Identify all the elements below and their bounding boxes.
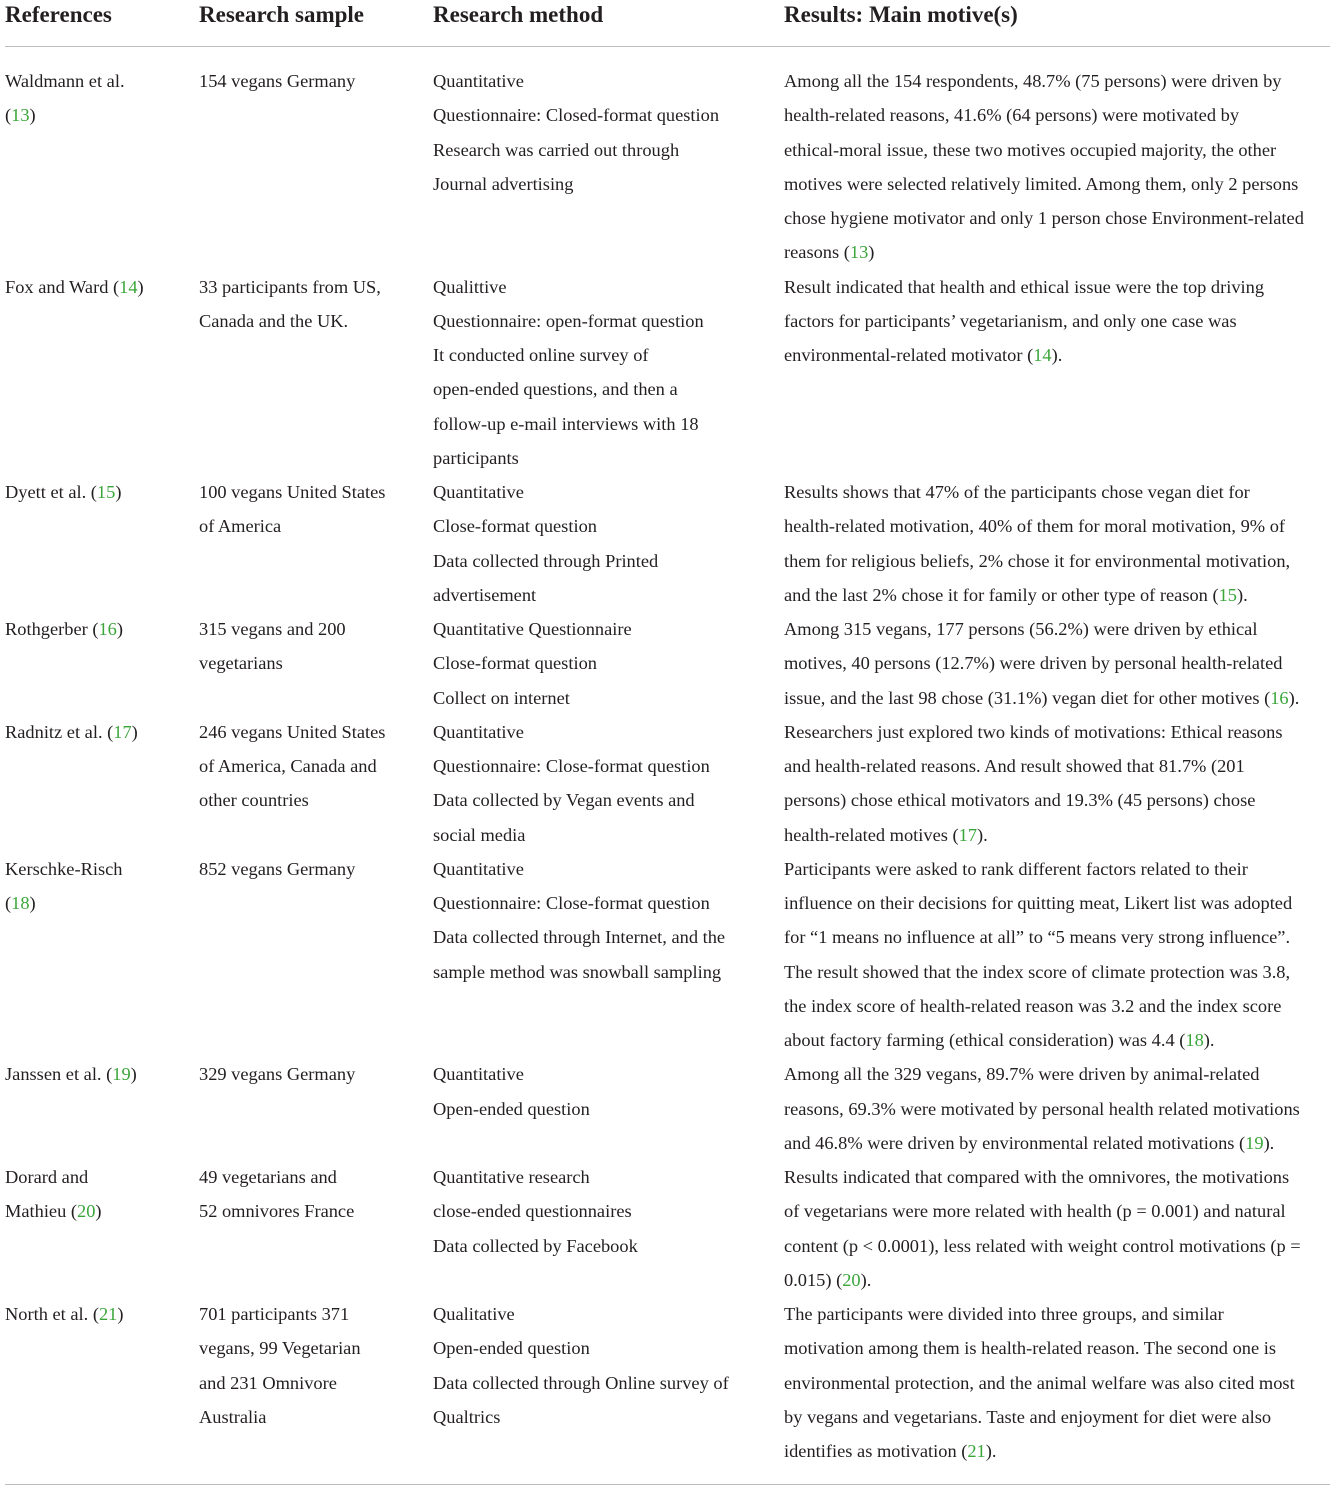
cell-line: Quantitative Questionnaire <box>433 619 632 639</box>
table-row <box>5 1297 1330 1485</box>
citation-link[interactable]: 17 <box>958 824 978 845</box>
cell-line: other countries <box>199 790 309 811</box>
cell-line: It conducted online survey of <box>433 345 649 365</box>
cell-line <box>784 783 1330 817</box>
cell-line <box>5 64 199 98</box>
cell-line <box>784 1434 1330 1468</box>
reference-cell <box>5 270 199 476</box>
citation-link[interactable]: 15 <box>96 482 116 502</box>
cell-line: 315 vegans and 200 <box>199 619 346 639</box>
cell-text: them for religious beliefs, 2% chose it for environmental motivation, <box>784 550 1291 571</box>
results-cell <box>784 1160 1330 1297</box>
cell-line <box>784 270 1330 304</box>
cell-line <box>5 98 199 132</box>
cell-line: 100 vegans United States <box>199 482 386 502</box>
results-cell <box>784 270 1330 476</box>
cell-line <box>5 1297 199 1331</box>
method-cell <box>433 475 784 612</box>
cell-line: Questionnaire: open-format question <box>433 310 704 331</box>
cell-line: vegans, 99 Vegetarian <box>199 1338 361 1359</box>
cell-line <box>784 1400 1330 1434</box>
cell-line <box>784 509 1330 543</box>
cell-text: ( <box>5 105 12 126</box>
sample-cell <box>199 47 433 270</box>
citation-link[interactable]: 13 <box>11 105 30 126</box>
cell-line <box>784 338 1330 372</box>
cell-text: Kerschke-Risch <box>5 858 123 879</box>
cell-line: Canada and the UK. <box>199 310 349 331</box>
citation-link[interactable]: 14 <box>1033 345 1052 365</box>
cell-line <box>784 715 1330 749</box>
cell-text: health-related motivation, 40% of them for moral motivation, 9% of <box>784 516 1286 537</box>
cell-line <box>5 886 199 920</box>
method-cell <box>433 47 784 270</box>
cell-line: Data collected by Facebook <box>433 1235 638 1256</box>
cell-line <box>784 304 1330 338</box>
cell-line <box>784 1366 1330 1400</box>
cell-line <box>784 989 1330 1023</box>
cell-line: 33 participants from US, <box>199 276 381 297</box>
cell-line: Collect on internet <box>433 687 570 708</box>
cell-line: Open-ended question <box>433 1098 590 1119</box>
cell-line <box>5 475 199 509</box>
table-row <box>5 475 1330 612</box>
cell-line <box>784 646 1330 680</box>
cell-text: ) <box>116 619 123 639</box>
citation-link[interactable]: 19 <box>1245 1132 1264 1153</box>
cell-text: The result showed that the index score of climate protection was 3.8, <box>784 961 1291 982</box>
cell-text: and the last 2% chose it for family or other type of reason ( <box>784 584 1219 605</box>
cell-line: vegetarians <box>199 653 283 674</box>
cell-text: Result indicated that health and ethical issue were the top driving <box>784 276 1265 297</box>
header-results: Results: Main motive(s) <box>784 0 1330 47</box>
cell-line <box>784 920 1330 954</box>
cell-text: ) <box>117 1304 124 1324</box>
cell-line <box>784 749 1330 783</box>
citation-link[interactable]: 18 <box>11 893 30 913</box>
cell-text: ) <box>29 105 36 126</box>
cell-text: issue, and the last 98 chose (31.1%) vegan diet for other motives ( <box>784 687 1271 708</box>
cell-text: environmental-related motivator ( <box>784 345 1034 365</box>
cell-text: North et al. ( <box>5 1304 99 1324</box>
cell-line <box>5 1057 199 1091</box>
cell-text: ). <box>985 1441 997 1461</box>
cell-line <box>784 578 1330 612</box>
cell-line: Journal advertising <box>433 173 574 194</box>
header-research-method: Research method <box>433 0 784 47</box>
cell-line <box>784 1126 1330 1160</box>
cell-text: health-related motives ( <box>784 824 959 845</box>
cell-line <box>784 235 1330 269</box>
cell-line <box>5 1160 199 1194</box>
cell-line: Quantitative <box>433 1064 524 1085</box>
cell-text: ) <box>868 242 875 263</box>
citation-link[interactable]: 20 <box>842 1269 861 1290</box>
cell-line <box>784 818 1330 852</box>
results-cell <box>784 475 1330 612</box>
table-row <box>5 270 1330 476</box>
results-cell <box>784 47 1330 270</box>
header-research-sample: Research sample <box>199 0 433 47</box>
cell-text: Dyett et al. ( <box>5 482 97 502</box>
cell-line <box>5 612 199 646</box>
citation-link[interactable]: 14 <box>119 276 138 297</box>
cell-text: ). <box>1051 345 1063 365</box>
cell-text: ) <box>115 482 122 502</box>
cell-text: about factory farming (ethical consideration) was 4.4 ( <box>784 1030 1186 1050</box>
table-row <box>5 47 1330 270</box>
cell-line <box>784 1229 1330 1263</box>
cell-line: Questionnaire: Closed-format question <box>433 105 720 126</box>
cell-text: ( <box>5 893 12 913</box>
cell-line: 701 participants 371 <box>199 1304 350 1324</box>
results-cell <box>784 612 1330 715</box>
sample-cell <box>199 1297 433 1485</box>
cell-line: Australia <box>199 1406 267 1427</box>
table-row <box>5 1160 1330 1297</box>
cell-line <box>784 1057 1330 1091</box>
cell-text: ). <box>1237 584 1248 605</box>
cell-text: Results indicated that compared with the omnivores, the motivations <box>784 1167 1290 1187</box>
cell-text: 0.015) ( <box>784 1269 843 1290</box>
citation-link[interactable]: 16 <box>1270 687 1289 708</box>
citation-link[interactable]: 21 <box>967 1441 986 1461</box>
cell-text: ) <box>137 276 144 297</box>
cell-line <box>784 1263 1330 1297</box>
cell-line: 49 vegetarians and <box>199 1167 337 1187</box>
cell-line: and 231 Omnivore <box>199 1372 337 1393</box>
cell-line: of America <box>199 516 282 537</box>
sample-cell <box>199 715 433 852</box>
cell-line: Quantitative <box>433 71 524 91</box>
cell-line <box>784 1194 1330 1228</box>
cell-text: Among all the 154 respondents, 48.7% (75 persons) were driven by <box>784 71 1282 91</box>
cell-text: environmental protection, and the animal welfare was also cited most <box>784 1372 1295 1393</box>
table-row <box>5 715 1330 852</box>
cell-line: Quantitative <box>433 858 524 879</box>
cell-text: Radnitz et al. ( <box>5 721 114 742</box>
cell-text: Fox and Ward ( <box>5 276 120 297</box>
cell-line <box>784 681 1330 715</box>
table-body <box>5 47 1330 1485</box>
method-cell <box>433 1160 784 1297</box>
results-cell <box>784 852 1330 1058</box>
cell-line: Data collected through Printed <box>433 550 659 571</box>
cell-text: and 46.8% were driven by environmental related motivations ( <box>784 1132 1246 1153</box>
sample-cell <box>199 475 433 612</box>
cell-line: 246 vegans United States <box>199 721 386 742</box>
citation-link[interactable]: 13 <box>849 242 869 263</box>
cell-line <box>784 612 1330 646</box>
cell-line: of America, Canada and <box>199 756 377 776</box>
cell-text: Among all the 329 vegans, 89.7% were driven by animal-related <box>784 1064 1260 1085</box>
cell-text: content (p < 0.0001), less related with weight control motivations (p = <box>784 1235 1301 1256</box>
cell-line: Quantitative <box>433 721 524 742</box>
table-row <box>5 1057 1330 1160</box>
cell-text: Results shows that 47% of the participants chose vegan diet for <box>784 482 1250 502</box>
cell-line <box>5 852 199 886</box>
cell-text: of vegetarians were more related with health (p = 0.001) and natural <box>784 1201 1286 1222</box>
cell-line: open-ended questions, and then a <box>433 379 678 400</box>
cell-line: sample method was snowball sampling <box>433 961 722 982</box>
cell-line <box>784 98 1330 132</box>
table-row <box>5 852 1330 1058</box>
cell-text: ). <box>860 1269 872 1290</box>
cell-line: Close-format question <box>433 516 597 537</box>
citation-link[interactable]: 18 <box>1185 1030 1204 1050</box>
cell-line: Open-ended question <box>433 1338 590 1359</box>
citation-link[interactable]: 20 <box>77 1201 96 1222</box>
results-cell <box>784 715 1330 852</box>
reference-cell <box>5 1160 199 1297</box>
citation-link[interactable]: 21 <box>98 1304 118 1324</box>
reference-cell <box>5 1057 199 1160</box>
cell-line: Data collected through Internet, and the <box>433 927 726 948</box>
cell-text: ). <box>1288 687 1300 708</box>
cell-line <box>784 133 1330 167</box>
cell-text: persons) chose ethical motivators and 19.3% (45 persons) chose <box>784 790 1256 811</box>
cell-text: Mathieu ( <box>5 1201 78 1222</box>
cell-line: follow-up e-mail interviews with 18 <box>433 413 699 434</box>
cell-text: reasons ( <box>784 242 850 263</box>
cell-line: Research was carried out through <box>433 139 680 160</box>
cell-line: Data collected through Online survey of <box>433 1372 729 1393</box>
cell-text: ). <box>1263 1132 1275 1153</box>
cell-text: Waldmann et al. <box>5 71 125 91</box>
cell-line <box>784 852 1330 886</box>
method-cell <box>433 852 784 1058</box>
cell-line <box>784 544 1330 578</box>
reference-cell <box>5 475 199 612</box>
results-cell <box>784 1057 1330 1160</box>
cell-text: Researchers just explored two kinds of motivations: Ethical reasons <box>784 721 1283 742</box>
header-row <box>5 0 1330 47</box>
cell-line: 52 omnivores France <box>199 1201 355 1222</box>
cell-text: ) <box>95 1201 102 1222</box>
cell-text: health-related reasons, 41.6% (64 persons) were motivated by <box>784 105 1240 126</box>
cell-text: Participants were asked to rank different factors related to their <box>784 858 1248 879</box>
cell-line: Quantitative <box>433 482 524 502</box>
cell-line <box>784 1331 1330 1365</box>
cell-line: social media <box>433 824 526 845</box>
cell-line: participants <box>433 447 519 468</box>
cell-line: Qualittive <box>433 276 507 297</box>
reference-cell <box>5 612 199 715</box>
cell-line <box>5 270 199 304</box>
cell-line <box>784 167 1330 201</box>
cell-line <box>784 475 1330 509</box>
reference-cell <box>5 1297 199 1485</box>
results-cell <box>784 1297 1330 1485</box>
cell-text: influence on their decisions for quitting meat, Likert list was adopted <box>784 893 1293 913</box>
method-cell <box>433 1297 784 1485</box>
sample-cell <box>199 270 433 476</box>
method-cell <box>433 270 784 476</box>
cell-text: ). <box>977 824 988 845</box>
cell-line: Qualitative <box>433 1304 515 1324</box>
cell-text: ). <box>1203 1030 1215 1050</box>
cell-line <box>784 1160 1330 1194</box>
cell-line: Quantitative research <box>433 1167 590 1187</box>
cell-text: chose hygiene motivator and only 1 person chose Environment-related <box>784 208 1304 228</box>
cell-text: ethical-moral issue, these two motives occupied majority, the other <box>784 139 1277 160</box>
cell-text: and health-related reasons. And result showed that 81.7% (201 <box>784 756 1245 776</box>
cell-line <box>784 64 1330 98</box>
header-references: References <box>5 0 199 47</box>
cell-text: motives, 40 persons (12.7%) were driven by personal health-related <box>784 653 1283 674</box>
cell-line: Questionnaire: Close-format question <box>433 756 710 776</box>
cell-line: Data collected by Vegan events and <box>433 790 695 811</box>
cell-line <box>5 1194 199 1228</box>
cell-text: identifies as motivation ( <box>784 1441 968 1461</box>
cell-line: 852 vegans Germany <box>199 858 356 879</box>
cell-text: ) <box>130 1064 137 1085</box>
cell-line <box>5 715 199 749</box>
sample-cell <box>199 612 433 715</box>
citation-link[interactable]: 16 <box>98 619 117 639</box>
citation-link[interactable]: 17 <box>113 721 132 742</box>
cell-line: 154 vegans Germany <box>199 71 356 91</box>
cell-text: ) <box>131 721 138 742</box>
cell-text: factors for participants’ vegetarianism, and only one case was <box>784 310 1237 331</box>
cell-line: 329 vegans Germany <box>199 1064 356 1085</box>
sample-cell <box>199 1057 433 1160</box>
cell-line <box>784 955 1330 989</box>
cell-line: close-ended questionnaires <box>433 1201 632 1222</box>
cell-line: Qualtrics <box>433 1406 501 1427</box>
cell-text: ) <box>29 893 36 913</box>
method-cell <box>433 715 784 852</box>
table-row <box>5 612 1330 715</box>
cell-line <box>784 1092 1330 1126</box>
cell-text: Rothgerber ( <box>5 619 99 639</box>
cell-line <box>784 201 1330 235</box>
cell-text: The participants were divided into three groups, and similar <box>784 1304 1224 1324</box>
reference-cell <box>5 852 199 1058</box>
cell-line <box>784 886 1330 920</box>
cell-text: Janssen et al. ( <box>5 1064 113 1085</box>
method-cell <box>433 612 784 715</box>
cell-text: the index score of health-related reason was 3.2 and the index score <box>784 995 1282 1016</box>
reference-cell <box>5 715 199 852</box>
cell-text: motivation among them is health-related reason. The second one is <box>784 1338 1276 1359</box>
cell-line: Close-format question <box>433 653 597 674</box>
cell-text: motives were selected relatively limited. Among them, only 2 persons <box>784 173 1299 194</box>
cell-line: Questionnaire: Close-format question <box>433 893 710 913</box>
cell-line <box>784 1297 1330 1331</box>
cell-text: for “1 means no influence at all” to “5 means very strong influence”. <box>784 927 1291 948</box>
motives-table <box>5 0 1330 1485</box>
citation-link[interactable]: 19 <box>112 1064 131 1085</box>
sample-cell <box>199 852 433 1058</box>
reference-cell <box>5 47 199 270</box>
cell-text: Among 315 vegans, 177 persons (56.2%) were driven by ethical <box>784 619 1258 639</box>
cell-line: advertisement <box>433 584 537 605</box>
cell-line <box>784 1023 1330 1057</box>
method-cell <box>433 1057 784 1160</box>
sample-cell <box>199 1160 433 1297</box>
cell-text: by vegans and vegetarians. Taste and enjoyment for diet were also <box>784 1406 1272 1427</box>
citation-link[interactable]: 15 <box>1218 584 1237 605</box>
cell-text: Dorard and <box>5 1167 89 1187</box>
cell-text: reasons, 69.3% were motivated by personal health related motivations <box>784 1098 1300 1119</box>
